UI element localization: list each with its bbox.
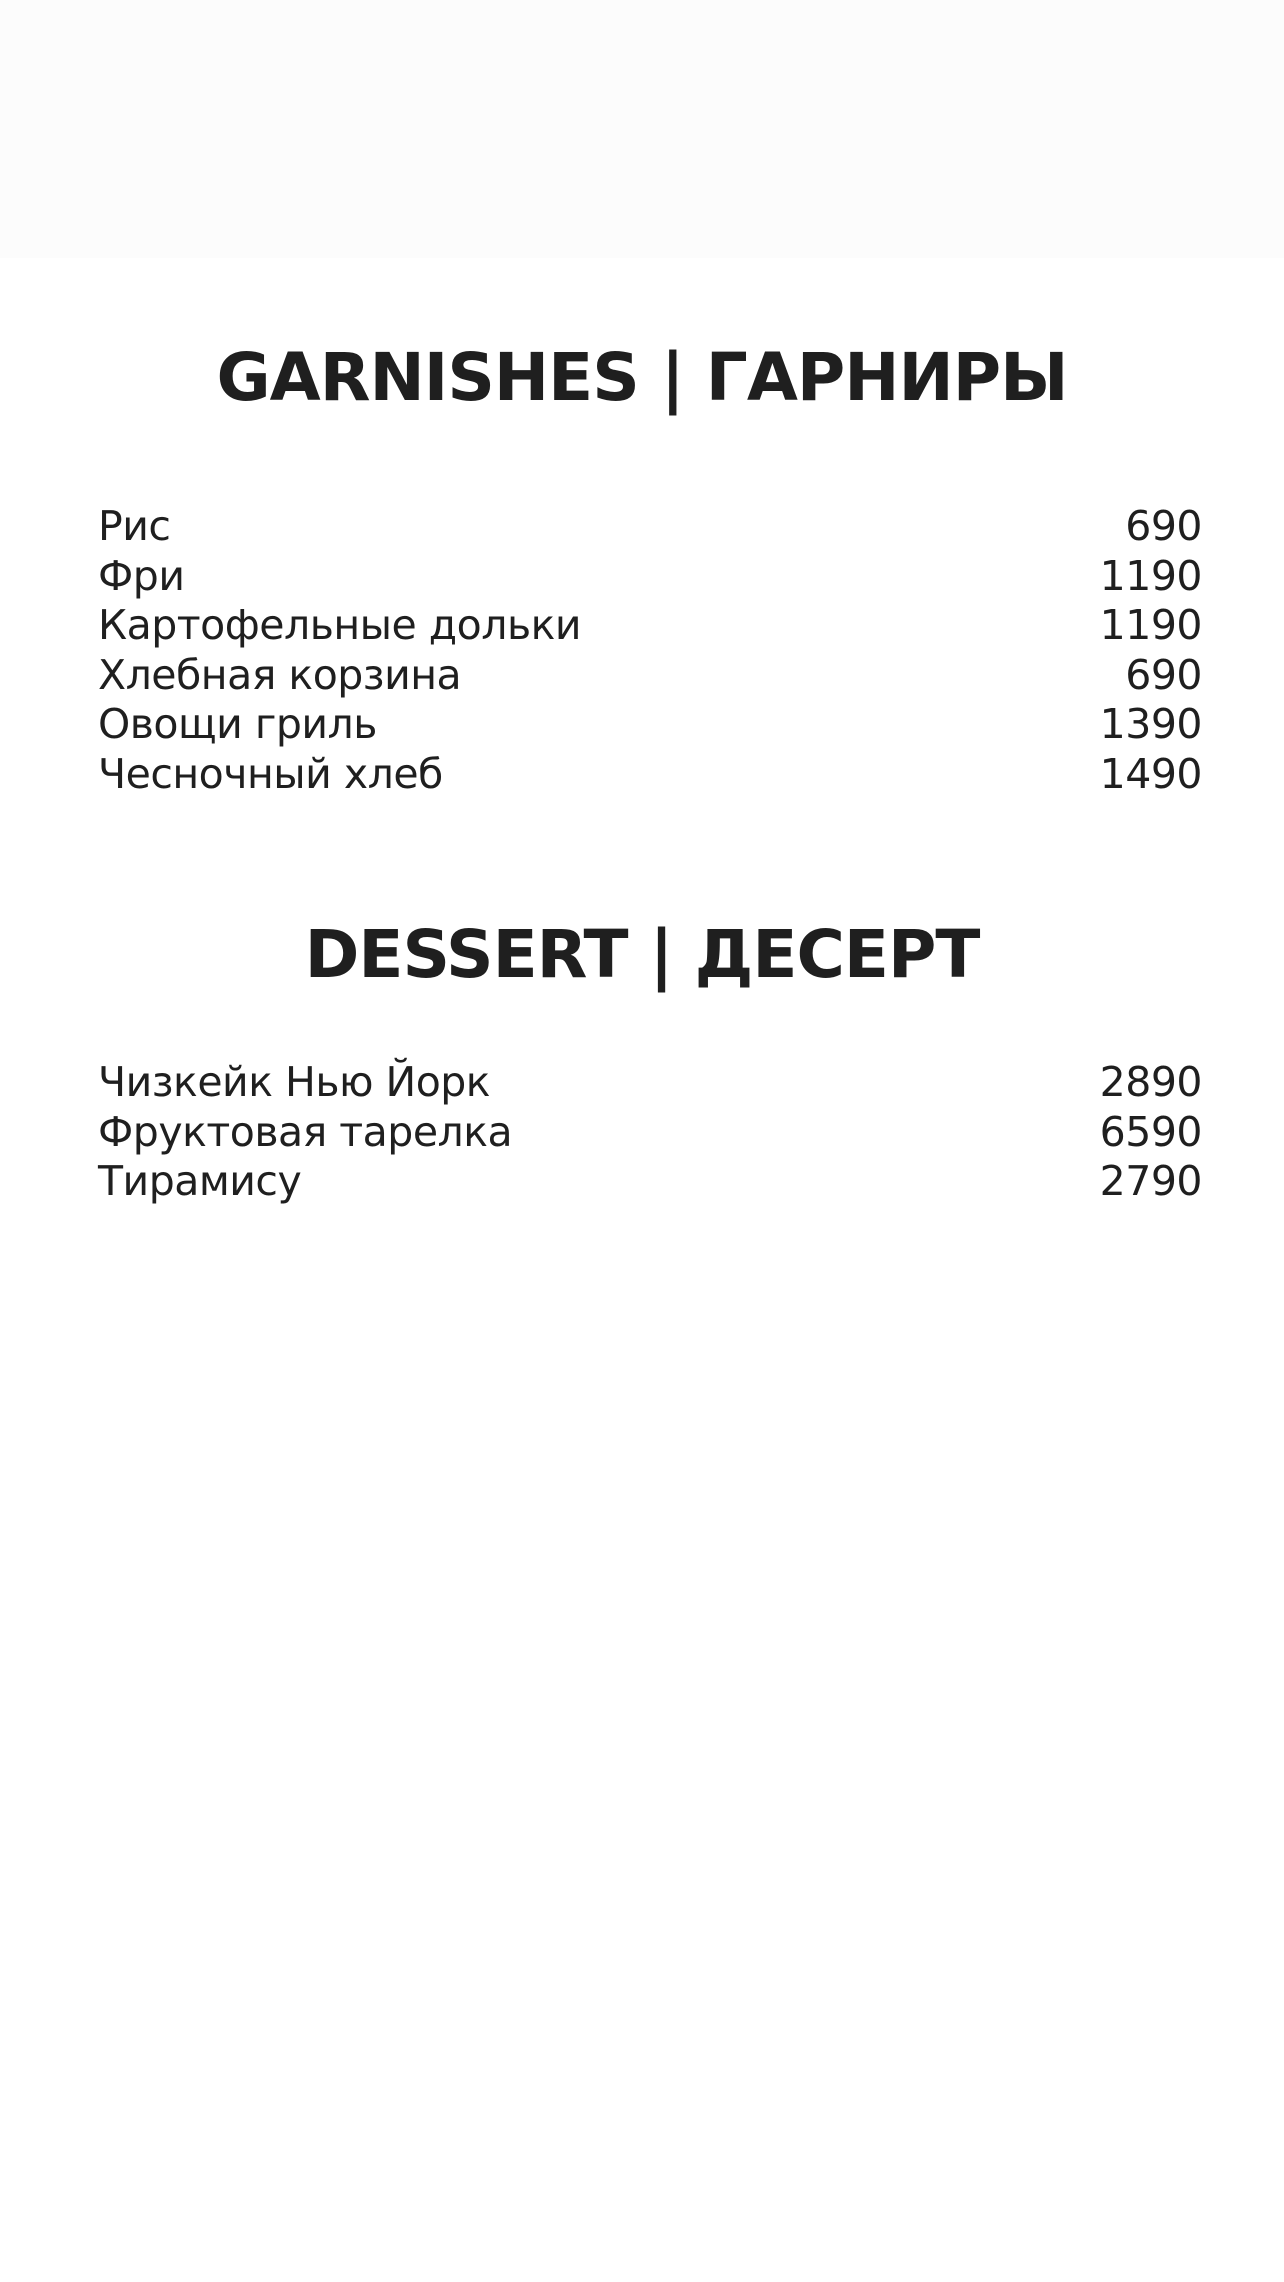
garnishes-title: GARNISHES | ГАРНИРЫ bbox=[216, 339, 1068, 416]
item-name: Овощи гриль bbox=[98, 700, 377, 748]
item-name: Рис bbox=[98, 502, 171, 550]
top-band bbox=[0, 0, 1284, 258]
item-price: 690 bbox=[1125, 502, 1202, 550]
item-name: Картофельные дольки bbox=[98, 601, 582, 649]
item-price: 2790 bbox=[1099, 1157, 1202, 1205]
menu-item bbox=[98, 1108, 1202, 1158]
garnishes-list bbox=[98, 502, 1202, 799]
menu-item bbox=[98, 1157, 1202, 1207]
menu-item bbox=[98, 601, 1202, 651]
dessert-list bbox=[98, 1058, 1202, 1207]
menu-item bbox=[98, 651, 1202, 701]
item-name: Хлебная корзина bbox=[98, 650, 462, 699]
dessert-title: DESSERT | ДЕСЕРТ bbox=[304, 916, 980, 993]
item-price: 690 bbox=[1125, 650, 1202, 699]
item-price: 1190 bbox=[1099, 551, 1202, 600]
item-price: 1490 bbox=[1099, 749, 1202, 798]
menu-item bbox=[98, 750, 1202, 800]
item-name: Тирамису bbox=[98, 1157, 302, 1205]
item-price: 1390 bbox=[1099, 700, 1202, 748]
item-name: Чизкейк Нью Йорк bbox=[98, 1058, 491, 1106]
item-price: 2890 bbox=[1099, 1058, 1202, 1106]
item-price: 6590 bbox=[1099, 1107, 1202, 1156]
menu-item bbox=[98, 1058, 1202, 1108]
menu-item bbox=[98, 700, 1202, 750]
item-name: Фри bbox=[98, 551, 185, 600]
item-price: 1190 bbox=[1099, 601, 1202, 649]
menu-item bbox=[98, 552, 1202, 602]
menu-item bbox=[98, 502, 1202, 552]
item-name: Чесночный хлеб bbox=[98, 749, 443, 798]
item-name: Фруктовая тарелка bbox=[98, 1107, 513, 1156]
